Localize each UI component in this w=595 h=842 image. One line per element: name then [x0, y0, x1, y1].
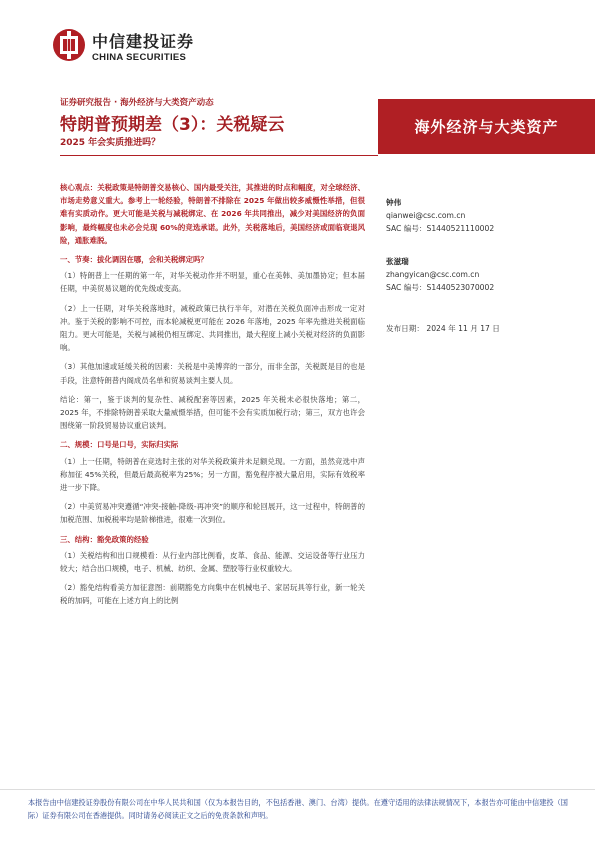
analyst-sac: SAC 编号：S1440521110002	[386, 224, 495, 233]
paragraph-1: （1）特朗普上一任期的第一年，对华关税动作并不明显，重心在美韩、美加墨协定；但本届任期，中美贸易议题的优先级或变高。	[60, 271, 365, 294]
disclaimer: 本报告由中信建投证券股份有限公司在中华人民共和国（仅为本报告目的，不包括香港、澳门、台湾）提供。在遵守适用的法律法规情况下，本报告亦可能由中信建投（国际）证券有限公司在香港提供。同时请务必阅读正文之后的免责条款和声明。	[28, 798, 568, 820]
analyst-email[interactable]: zhangyican@csc.com.cn	[386, 270, 480, 279]
category-banner: 海外经济与大类资产	[378, 99, 595, 154]
logo-name-en: CHINA SECURITIES	[92, 52, 187, 63]
paragraph-2: （2）上一任期，对华关税落地时，减税政策已执行半年，对潜在关税负面冲击形成一定对冲。鉴于关税的影响不可控，而本轮减税更可能在 2026 年落地，2025 年率先推进关税面临阻力。更大可能是，关税与减税仍相互绑定、共同推出，最大程度上减小关税对经济的负面影响。	[60, 303, 365, 353]
citic-logo-icon	[52, 28, 86, 62]
title-divider	[60, 155, 378, 156]
paragraph-5: （1）上一任期，特朗普在竞选时主张的对华关税政策并未足额兑现。一方面，虽然竞选中声称加征 45%关税，但最后最高税率为25%；另一方面，豁免程序被大量启用，实际有效税率进一步下降。	[60, 456, 365, 493]
core-viewpoint: 核心观点：关税政策是特朗普交易核心、国内最受关注，其推进的时点和幅度，对全球经济、市场走势意义重大。参考上一轮经验，特朗普不排除在 2025 年做出较多威慑性举措，但很难有实质动作。更大可能是关税与减税绑定、在 2026 年共同推出，减少对美国经济的负面影响，最终幅度也未必会兑现 60%的竞选承诺。此外，关税落地后，美国经济或面临衰退风险，通胀难脱。	[60, 183, 365, 245]
company-logo	[52, 28, 212, 68]
logo-name-cn: 中信建投证券	[92, 32, 195, 51]
page-subtitle: 2025 年会实质推进吗？	[60, 138, 161, 148]
section-heading-2: 二、规模：口号是口号，实际归实际	[60, 440, 179, 450]
analyst-card	[386, 196, 566, 235]
analyst-card	[386, 255, 566, 294]
analyst-name: 钟伟	[386, 198, 402, 207]
paragraph-7: （1）关税结构和出口规模看：从行业内部比例看，皮革、食品、能源、交运设备等行业压力较大；结合出口规模，电子、机械、纺织、金属、塑胶等行业权重较大。	[60, 550, 365, 574]
footer-divider	[0, 789, 595, 790]
paragraph-3: （3）其他加速或延缓关税的因素：关税是中美博弈的一部分，而非全部，关税既是目的也是手段，注意特朗普内阁成员名单和贸易谈判主要人员。	[60, 362, 365, 385]
report-body	[60, 181, 365, 614]
analyst-name: 张滋瑞	[386, 257, 409, 266]
analyst-email[interactable]: qianwei@csc.com.cn	[386, 211, 466, 220]
page-title: 特朗普预期差（3）：关税疑云	[60, 115, 285, 135]
paragraph-conclusion: 结论：第一，鉴于谈判的复杂性、减税配套等因素，2025 年关税未必很快落地；第二，2025 年，不排除特朗普采取大量威慑举措，但可能不会有实质加税行动；第三，双方也许会围绕第一阶段贸易协议重启谈判。	[60, 394, 365, 431]
analyst-sac: SAC 编号：S1440523070002	[386, 283, 495, 292]
paragraph-8: （2）豁免结构看美方加征意图：前期豁免方向集中在机械电子、家居玩具等行业，新一轮关税的加码，可能在上述方向上的比例	[60, 583, 365, 606]
paragraph-6: （2）中美贸易冲突遵循“冲突-接触-降级-再冲突”的顺序和轮回展开，这一过程中，特朗普的加税范围、加税税率均是阶梯推进，很难一次到位。	[60, 502, 365, 525]
publish-date: 发布日期： 2024 年 11 月 17 日	[386, 324, 500, 333]
analyst-panel	[386, 196, 566, 335]
report-series: 证券研究报告 · 海外经济与大类资产动态	[60, 98, 214, 108]
section-heading-1: 一、节奏：拔化调因在哪，会和关税绑定吗？	[60, 255, 208, 265]
section-heading-3: 三、结构：豁免政策的经验	[60, 534, 149, 544]
